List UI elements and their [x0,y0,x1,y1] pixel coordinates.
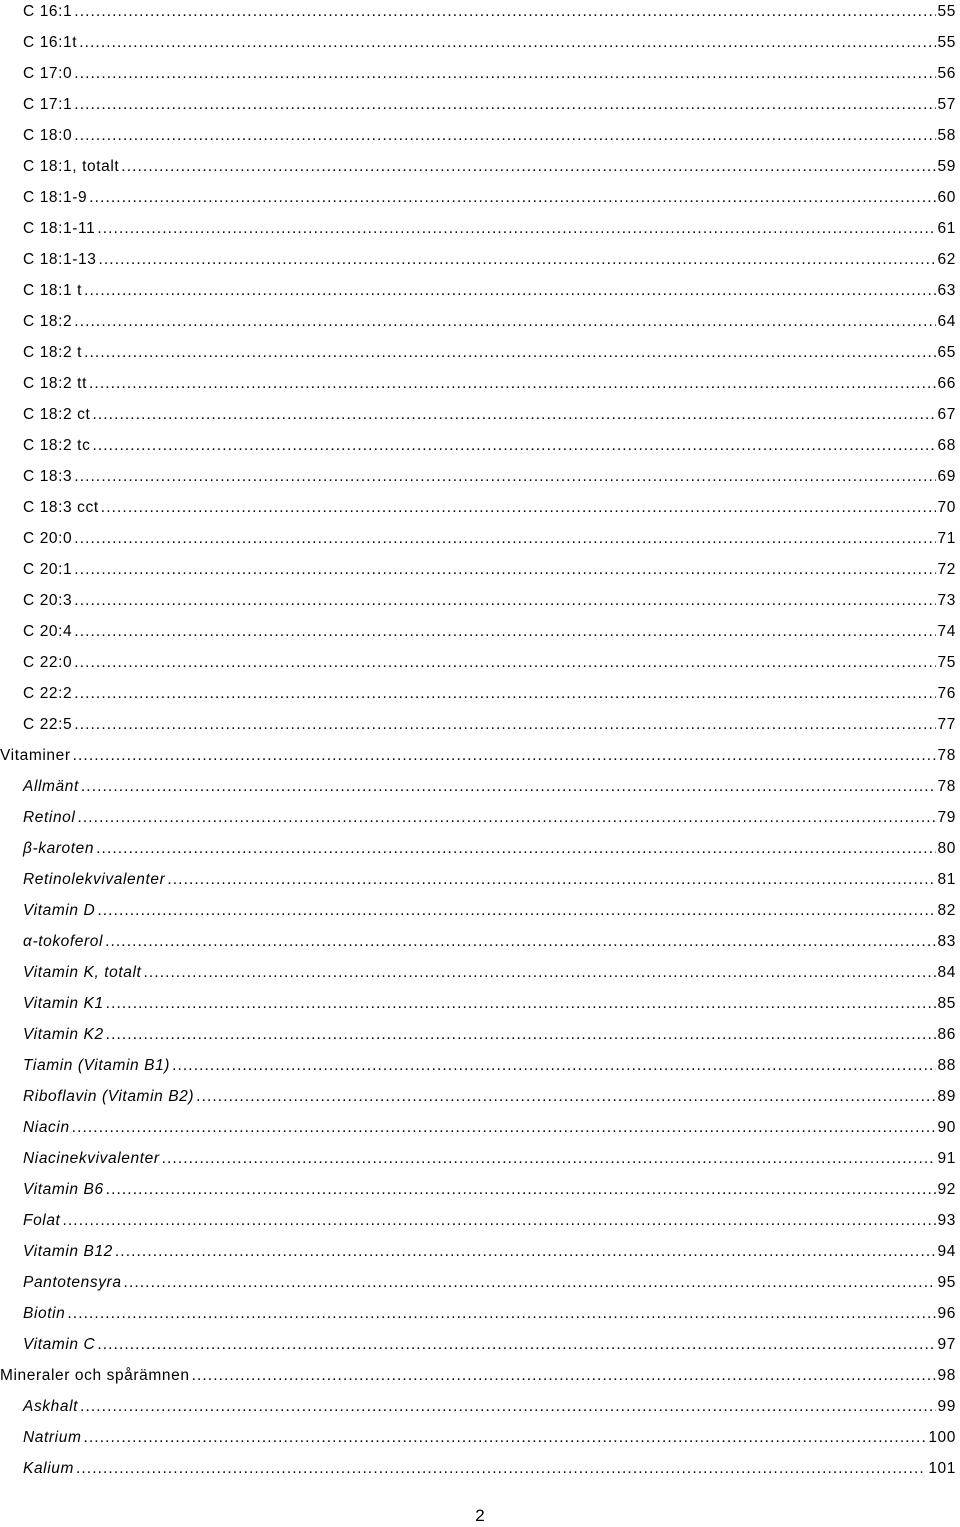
toc-entry-page: 73 [937,592,956,609]
toc-dot-leader [101,499,936,517]
toc-entry[interactable] [0,1023,956,1054]
toc-entry-label: C 18:2 tc [23,437,91,454]
toc-entry-label: C 18:1-13 [23,251,97,268]
toc-entry[interactable] [0,837,956,868]
toc-entry-page: 86 [937,1026,956,1043]
toc-entry[interactable] [0,1178,956,1209]
toc-entry[interactable] [0,279,956,310]
toc-entry-page: 90 [937,1119,956,1136]
toc-dot-leader [74,96,935,114]
toc-entry-page: 66 [937,375,956,392]
toc-entry[interactable] [0,992,956,1023]
toc-entry-label: C 22:2 [23,685,73,702]
toc-entry-page: 94 [937,1243,956,1260]
toc-entry-page: 69 [937,468,956,485]
toc-dot-leader [143,964,935,982]
toc-dot-leader [74,530,935,548]
toc-entry-label: Niacinekvivalenter [23,1150,160,1167]
toc-entry-label: Retinol [23,809,76,826]
toc-entry-label: Vitamin B12 [23,1243,113,1260]
toc-dot-leader [124,1274,936,1292]
toc-entry[interactable] [0,558,956,589]
toc-dot-leader [167,871,935,889]
toc-dot-leader [89,375,936,393]
toc-entry[interactable] [0,589,956,620]
toc-entry-page: 78 [937,778,956,795]
toc-entry[interactable] [0,1240,956,1271]
toc-dot-leader [121,158,935,176]
toc-dot-leader [97,902,935,920]
toc-entry-page: 93 [937,1212,956,1229]
toc-entry-label: C 16:1 [23,3,73,20]
toc-entry[interactable] [0,31,956,62]
toc-entry-label: C 18:1 t [23,282,83,299]
toc-section-entry[interactable] [0,744,956,775]
toc-entry[interactable] [0,248,956,279]
toc-entry-page: 77 [937,716,956,733]
toc-entry-page: 59 [937,158,956,175]
toc-dot-leader [106,1026,936,1044]
toc-entry[interactable] [0,961,956,992]
toc-entry-page: 72 [937,561,956,578]
toc-entry-label: α-tokoferol [23,933,104,950]
toc-entry[interactable] [0,155,956,186]
toc-entry[interactable] [0,1302,956,1333]
toc-entry-page: 89 [937,1088,956,1105]
toc-entry-label: Riboflavin (Vitamin B2) [23,1088,195,1105]
page-number: 2 [475,1506,485,1525]
toc-dot-leader [72,1119,936,1137]
toc-entry-page: 67 [937,406,956,423]
toc-entry-label: Niacin [23,1119,70,1136]
toc-entry-page: 57 [937,96,956,113]
toc-entry-page: 61 [937,220,956,237]
toc-entry[interactable] [0,527,956,558]
toc-entry[interactable] [0,496,956,527]
toc-entry-label: Vitaminer [0,747,71,764]
toc-entry-label: C 22:0 [23,654,73,671]
toc-entry[interactable] [0,217,956,248]
toc-entry-page: 56 [937,65,956,82]
toc-entry-label: C 22:5 [23,716,73,733]
toc-entry-page: 88 [937,1057,956,1074]
toc-dot-leader [74,65,935,83]
toc-dot-leader [74,623,935,641]
toc-dot-leader [67,1305,935,1323]
toc-entry[interactable] [0,775,956,806]
toc-entry-label: Vitamin K, totalt [23,964,142,981]
toc-entry-page: 75 [937,654,956,671]
toc-entry-label: C 17:0 [23,65,73,82]
toc-entry-page: 98 [937,1367,956,1384]
toc-entry[interactable] [0,403,956,434]
toc-dot-leader [115,1243,936,1261]
toc-dot-leader [97,1336,935,1354]
toc-entry-page: 95 [937,1274,956,1291]
toc-entry[interactable] [0,465,956,496]
toc-dot-leader [97,220,935,238]
toc-dot-leader [92,406,935,424]
toc-entry[interactable] [0,434,956,465]
toc-entry-label: C 18:1, totalt [23,158,120,175]
toc-entry[interactable] [0,930,956,961]
toc-entry[interactable] [0,620,956,651]
toc-entry-label: C 20:4 [23,623,73,640]
toc-entry-page: 97 [937,1336,956,1353]
toc-dot-leader [92,437,935,455]
toc-entry[interactable] [0,93,956,124]
toc-entry[interactable] [0,713,956,744]
toc-entry[interactable] [0,806,956,837]
toc-entry-page: 55 [937,3,956,20]
toc-entry-page: 92 [937,1181,956,1198]
toc-entry[interactable] [0,310,956,341]
toc-dot-leader [84,282,935,300]
toc-dot-leader [172,1057,935,1075]
toc-entry-label: C 18:2 [23,313,73,330]
toc-entry-label: C 20:3 [23,592,73,609]
toc-dot-leader [80,1398,936,1416]
toc-entry[interactable] [0,899,956,930]
toc-dot-leader [76,1460,926,1478]
toc-entry[interactable] [0,868,956,899]
toc-entry-page: 100 [928,1429,956,1446]
toc-dot-leader [79,34,935,52]
toc-entry-label: C 18:2 tt [23,375,87,392]
toc-entry[interactable] [0,0,956,31]
toc-entry[interactable] [0,62,956,93]
toc-entry[interactable] [0,1457,956,1488]
toc-entry-label: C 20:1 [23,561,73,578]
toc-entry-page: 63 [937,282,956,299]
toc-dot-leader [62,1212,935,1230]
toc-entry[interactable] [0,682,956,713]
toc-entry[interactable] [0,372,956,403]
toc-dot-leader [98,251,935,269]
toc-entry-label: C 18:1-11 [23,220,96,237]
toc-dot-leader [74,3,935,21]
toc-entry-page: 68 [937,437,956,454]
toc-dot-leader [77,809,935,827]
toc-entry-label: Vitamin C [23,1336,96,1353]
toc-entry-label: Retinolekvivalenter [23,871,166,888]
toc-entry-label: β-karoten [23,840,95,857]
toc-dot-leader [106,995,936,1013]
toc-entry-label: Vitamin K1 [23,995,104,1012]
toc-entry-page: 64 [937,313,956,330]
toc-entry-page: 81 [937,871,956,888]
toc-section-entry[interactable] [0,1364,956,1395]
toc-entry-label: C 18:0 [23,127,73,144]
toc-entry[interactable] [0,1271,956,1302]
toc-entry-label: C 18:3 [23,468,73,485]
toc-entry-page: 79 [937,809,956,826]
toc-dot-leader [96,840,935,858]
toc-dot-leader [74,592,935,610]
toc-entry-page: 60 [937,189,956,206]
toc-dot-leader [192,1367,936,1385]
toc-entry[interactable] [0,186,956,217]
toc-entry-page: 76 [937,685,956,702]
toc-entry-page: 71 [937,530,956,547]
toc-entry[interactable] [0,1333,956,1364]
toc-entry-page: 65 [937,344,956,361]
toc-entry-label: Folat [23,1212,61,1229]
toc-dot-leader [74,561,935,579]
toc-dot-leader [106,1181,936,1199]
toc-entry[interactable] [0,1116,956,1147]
toc-entry-label: C 18:2 t [23,344,83,361]
toc-entry-label: C 18:2 ct [23,406,91,423]
toc-entry[interactable] [0,1209,956,1240]
toc-entry-page: 84 [937,964,956,981]
toc-entry-page: 83 [937,933,956,950]
toc-dot-leader [84,344,935,362]
toc-entry-page: 96 [937,1305,956,1322]
toc-entry-page: 62 [937,251,956,268]
toc-entry[interactable] [0,651,956,682]
toc-dot-leader [74,685,935,703]
toc-dot-leader [83,1429,926,1447]
toc-entry-label: Vitamin D [23,902,96,919]
toc-entry-label: C 16:1t [23,34,78,51]
toc-entry-page: 74 [937,623,956,640]
toc-entry[interactable] [0,1147,956,1178]
toc-entry[interactable] [0,1426,956,1457]
toc-entry[interactable] [0,1054,956,1085]
toc-dot-leader [74,127,935,145]
toc-entry-label: C 20:0 [23,530,73,547]
toc-entry-label: Kalium [23,1460,74,1477]
toc-dot-leader [105,933,935,951]
toc-dot-leader [73,747,936,765]
toc-dot-leader [196,1088,935,1106]
toc-entry-label: Pantotensyra [23,1274,122,1291]
toc-entry-page: 85 [937,995,956,1012]
toc-dot-leader [74,654,935,672]
toc-entry-label: Tiamin (Vitamin B1) [23,1057,171,1074]
toc-entry-label: C 17:1 [23,96,73,113]
toc-dot-leader [81,778,936,796]
toc-entry[interactable] [0,341,956,372]
toc-entry-page: 80 [937,840,956,857]
toc-dot-leader [74,468,935,486]
toc-entry-label: Natrium [23,1429,82,1446]
toc-entry[interactable] [0,1395,956,1426]
toc-entry-page: 58 [937,127,956,144]
toc-entry-label: Allmänt [23,778,79,795]
toc-entry[interactable] [0,124,956,155]
toc-entry-label: C 18:1-9 [23,189,88,206]
toc-entry-page: 99 [937,1398,956,1415]
toc-entry-label: Vitamin B6 [23,1181,104,1198]
toc-entry-page: 55 [937,34,956,51]
toc-entry-label: Mineraler och spårämnen [0,1367,190,1384]
toc-entry-label: Biotin [23,1305,66,1322]
toc-entry-label: Vitamin K2 [23,1026,104,1043]
toc-entry-label: C 18:3 cct [23,499,99,516]
toc-entry-page: 78 [937,747,956,764]
toc-dot-leader [89,189,935,207]
toc-dot-leader [74,313,935,331]
toc-entry-page: 91 [937,1150,956,1167]
toc-entry-page: 82 [937,902,956,919]
toc-entry-page: 101 [928,1460,956,1477]
toc-entry-page: 70 [937,499,956,516]
toc-dot-leader [74,716,935,734]
toc-entry[interactable] [0,1085,956,1116]
toc-entry-label: Askhalt [23,1398,79,1415]
toc-dot-leader [162,1150,936,1168]
